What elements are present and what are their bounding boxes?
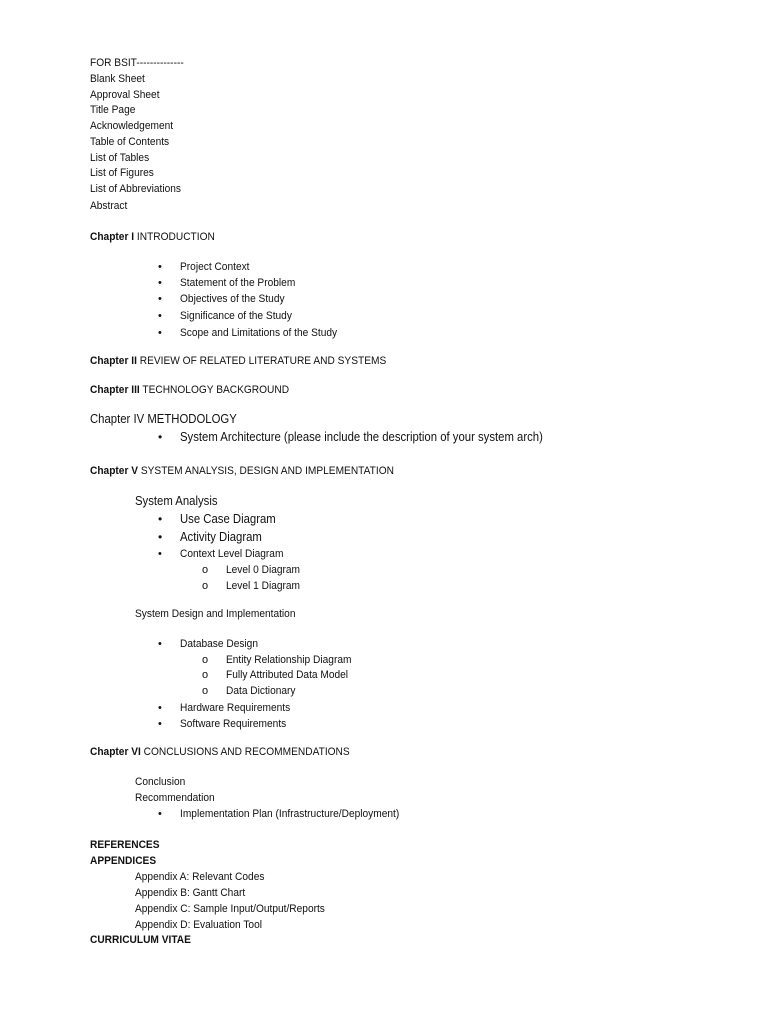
- appendix-item: Appendix B: Gantt Chart: [135, 887, 246, 899]
- appendix-item: Appendix C: Sample Input/Output/Reports: [135, 903, 325, 915]
- chapter-title: CONCLUSIONS AND RECOMMENDATIONS: [143, 746, 350, 758]
- list-item: Use Case Diagram: [180, 512, 276, 526]
- front-matter-item: Abstract: [90, 200, 128, 212]
- list-item: Activity Diagram: [180, 530, 262, 544]
- front-matter-item: List of Figures: [90, 167, 154, 179]
- bullet-icon: •: [158, 512, 163, 526]
- front-matter-item: Title Page: [90, 104, 136, 116]
- chapter-label: Chapter IV: [90, 412, 145, 426]
- list-item: Software Requirements: [180, 718, 287, 730]
- chapter-title: TECHNOLOGY BACKGROUND: [142, 384, 290, 396]
- chapter-title: METHODOLOGY: [147, 412, 237, 426]
- bullet-icon: •: [158, 638, 162, 650]
- front-matter-item: Approval Sheet: [90, 89, 160, 101]
- front-matter-item: Table of Contents: [90, 136, 170, 148]
- list-item: Significance of the Study: [180, 310, 292, 322]
- chapter-1-heading: [90, 230, 215, 244]
- bullet-icon: •: [158, 310, 162, 322]
- sub-list-item: Fully Attributed Data Model: [226, 669, 349, 681]
- chapter-label: Chapter VI: [90, 746, 141, 758]
- section-heading: Conclusion: [135, 776, 186, 788]
- bullet-icon: •: [158, 548, 162, 560]
- appendix-item: Appendix D: Evaluation Tool: [135, 919, 262, 931]
- front-matter-header: FOR BSIT--------------: [90, 57, 184, 69]
- section-heading: Recommendation: [135, 792, 215, 804]
- bullet-icon: •: [158, 293, 162, 305]
- list-item: Project Context: [180, 261, 250, 273]
- sub-bullet-icon: o: [202, 564, 209, 576]
- curriculum-vitae-heading: CURRICULUM VITAE: [90, 934, 191, 946]
- list-item: Implementation Plan (Infrastructure/Deployment): [180, 808, 400, 820]
- front-matter-item: Blank Sheet: [90, 73, 145, 85]
- chapter-5-heading: [90, 464, 394, 478]
- chapter-2-heading: [90, 354, 386, 368]
- appendices-heading: APPENDICES: [90, 855, 157, 867]
- sub-list-item: Level 0 Diagram: [226, 564, 301, 576]
- list-item: Context Level Diagram: [180, 548, 284, 560]
- sub-list-item: Level 1 Diagram: [226, 580, 301, 592]
- bullet-icon: •: [158, 808, 162, 820]
- chapter-6-heading: [90, 745, 350, 759]
- list-item: Objectives of the Study: [180, 293, 285, 305]
- section-heading: System Design and Implementation: [135, 608, 296, 620]
- references-heading: REFERENCES: [90, 839, 160, 851]
- front-matter-item: List of Tables: [90, 152, 150, 164]
- bullet-icon: •: [158, 718, 162, 730]
- sub-list-item: Data Dictionary: [226, 685, 296, 697]
- chapter-label: Chapter V: [90, 465, 139, 477]
- front-matter-item: Acknowledgement: [90, 120, 174, 132]
- chapter-label: Chapter II: [90, 355, 137, 367]
- sub-bullet-icon: o: [202, 580, 209, 592]
- bullet-icon: •: [158, 430, 163, 444]
- sub-list-item: Entity Relationship Diagram: [226, 654, 352, 666]
- bullet-icon: •: [158, 327, 162, 339]
- appendix-item: Appendix A: Relevant Codes: [135, 871, 265, 883]
- sub-bullet-icon: o: [202, 669, 209, 681]
- bullet-icon: •: [158, 277, 162, 289]
- chapter-3-heading: [90, 383, 289, 397]
- chapter-title: INTRODUCTION: [136, 231, 215, 243]
- chapter-label: Chapter I: [90, 231, 135, 243]
- bullet-icon: •: [158, 530, 163, 544]
- front-matter-item: List of Abbreviations: [90, 183, 181, 195]
- sub-bullet-icon: o: [202, 654, 209, 666]
- chapter-4-heading: [90, 411, 237, 427]
- chapter-title: SYSTEM ANALYSIS, DESIGN AND IMPLEMENTATION: [140, 465, 394, 477]
- chapter-title: REVIEW OF RELATED LITERATURE AND SYSTEMS: [139, 355, 387, 367]
- bullet-icon: •: [158, 702, 162, 714]
- list-item: Scope and Limitations of the Study: [180, 327, 338, 339]
- sub-bullet-icon: o: [202, 685, 209, 697]
- bullet-icon: •: [158, 261, 162, 273]
- chapter-label: Chapter III: [90, 384, 140, 396]
- list-item: System Architecture (please include the description of your system arch): [180, 430, 543, 444]
- section-heading: System Analysis: [135, 494, 218, 508]
- list-item: Database Design: [180, 638, 259, 650]
- list-item: Statement of the Problem: [180, 277, 296, 289]
- list-item: Hardware Requirements: [180, 702, 291, 714]
